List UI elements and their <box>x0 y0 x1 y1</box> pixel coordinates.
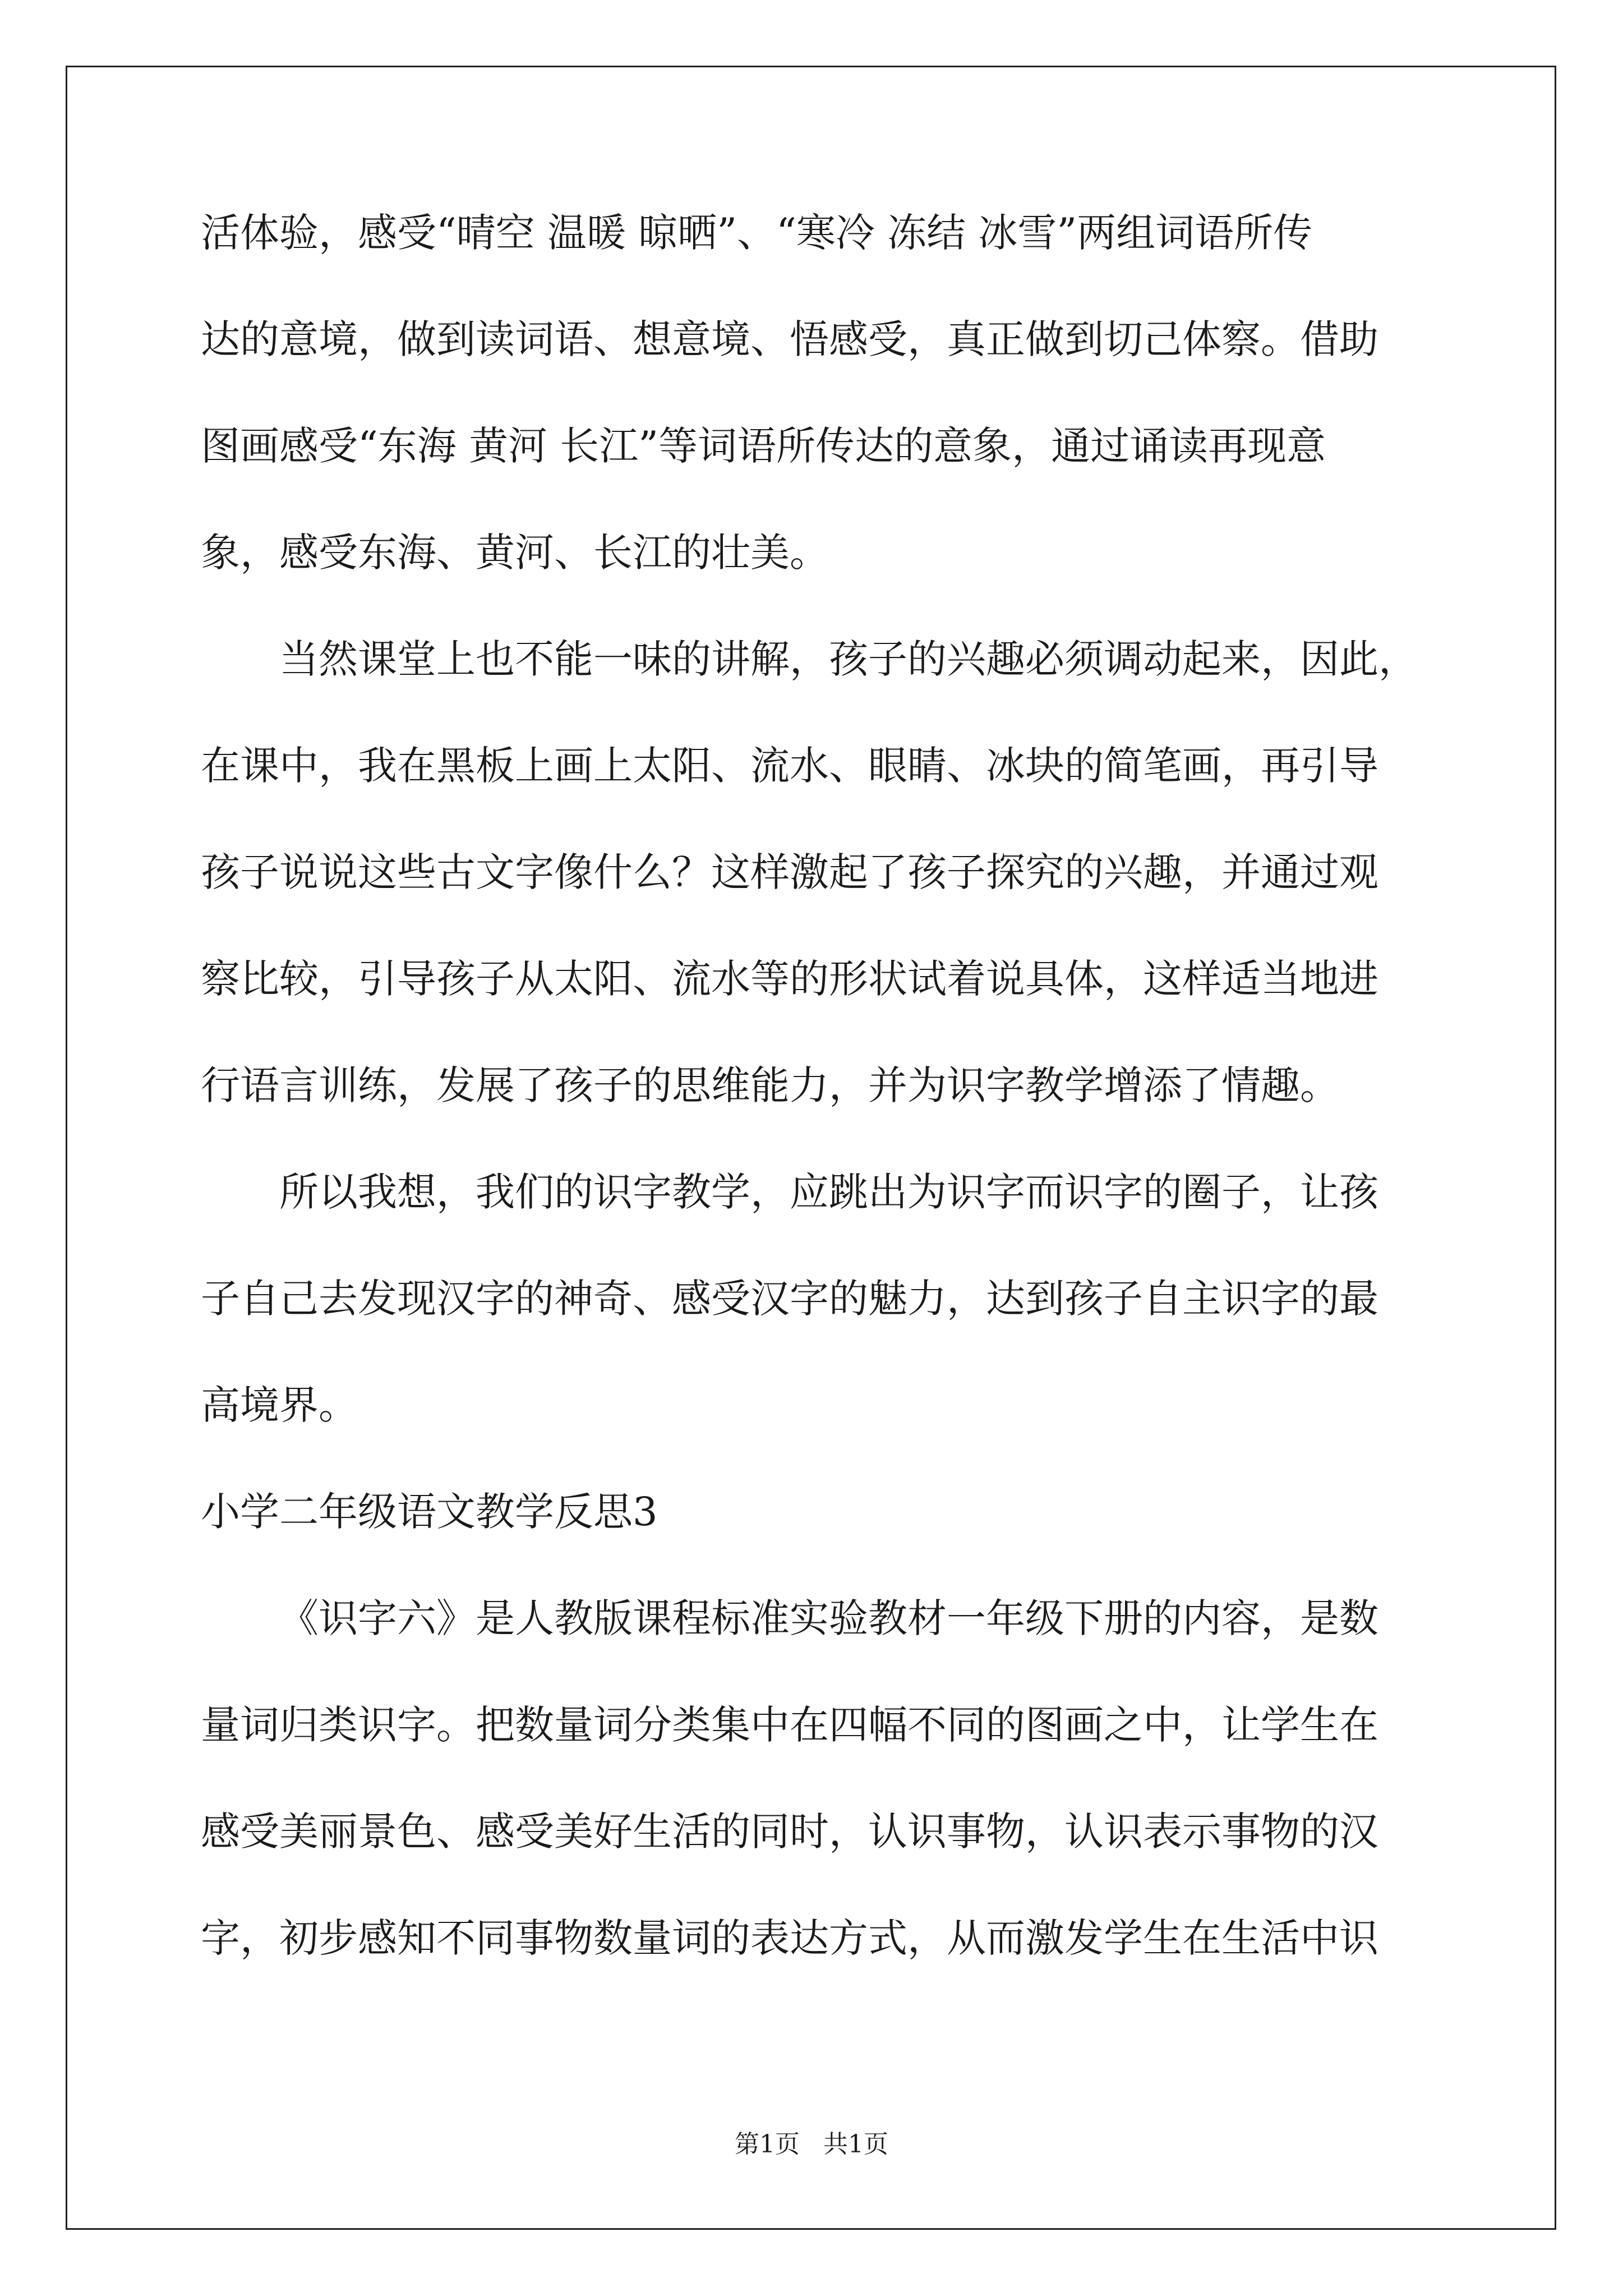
text-line: 高境界。 <box>201 1382 358 1428</box>
text-line: 所以我想，我们的识字教学，应跳出为识字而识字的圈子，让孩 <box>279 1169 1378 1215</box>
document-body <box>201 210 1435 2025</box>
text-line: 行语言训练，发展了孩子的思维能力，并为识字教学增添了情趣。 <box>201 1062 1339 1108</box>
text-line: 达的意境，做到读词语、想意境、悟感受，真正做到切己体察。借助 <box>201 316 1378 362</box>
text-line: 象，感受东海、黄河、长江的壮美。 <box>201 530 829 576</box>
text-line: 孩子说说这些古文字像什么？这样激起了孩子探究的兴趣，并通过观 <box>201 849 1378 895</box>
text-line: 图画感受“东海 黄河 长江”等词语所传达的意象，通过诵读再现意 <box>201 423 1326 469</box>
text-line: 当然课堂上也不能一味的讲解，孩子的兴趣必须调动起来，因此， <box>279 636 1418 682</box>
text-line: 量词归类识字。把数量词分类集中在四幅不同的图画之中，让学生在 <box>201 1702 1378 1748</box>
page-total: 共1页 <box>823 2130 888 2159</box>
text-line: 活体验，感受“晴空 温暖 晾晒”、“寒冷 冻结 冰雪”两组词语所传 <box>201 210 1313 256</box>
page-number: 第1页 <box>735 2130 800 2159</box>
text-line: 察比较，引导孩子从太阳、流水等的形状试着说具体，这样适当地进 <box>201 956 1378 1002</box>
text-line: 字，初步感知不同事物数量词的表达方式，从而激发学生在生活中识 <box>201 1915 1378 1961</box>
page-footer <box>0 2131 1623 2159</box>
text-line: 《识字六》是人教版课程标准实验教材一年级下册的内容，是数 <box>279 1595 1378 1641</box>
section-heading: 小学二年级语文教学反思3 <box>201 1489 658 1535</box>
text-line: 在课中，我在黑板上画上太阳、流水、眼睛、冰块的简笔画，再引导 <box>201 743 1378 789</box>
text-line: 感受美丽景色、感受美好生活的同时，认识事物，认识表示事物的汉 <box>201 1809 1378 1855</box>
text-line: 子自己去发现汉字的神奇、感受汉字的魅力，达到孩子自主识字的最 <box>201 1276 1378 1322</box>
